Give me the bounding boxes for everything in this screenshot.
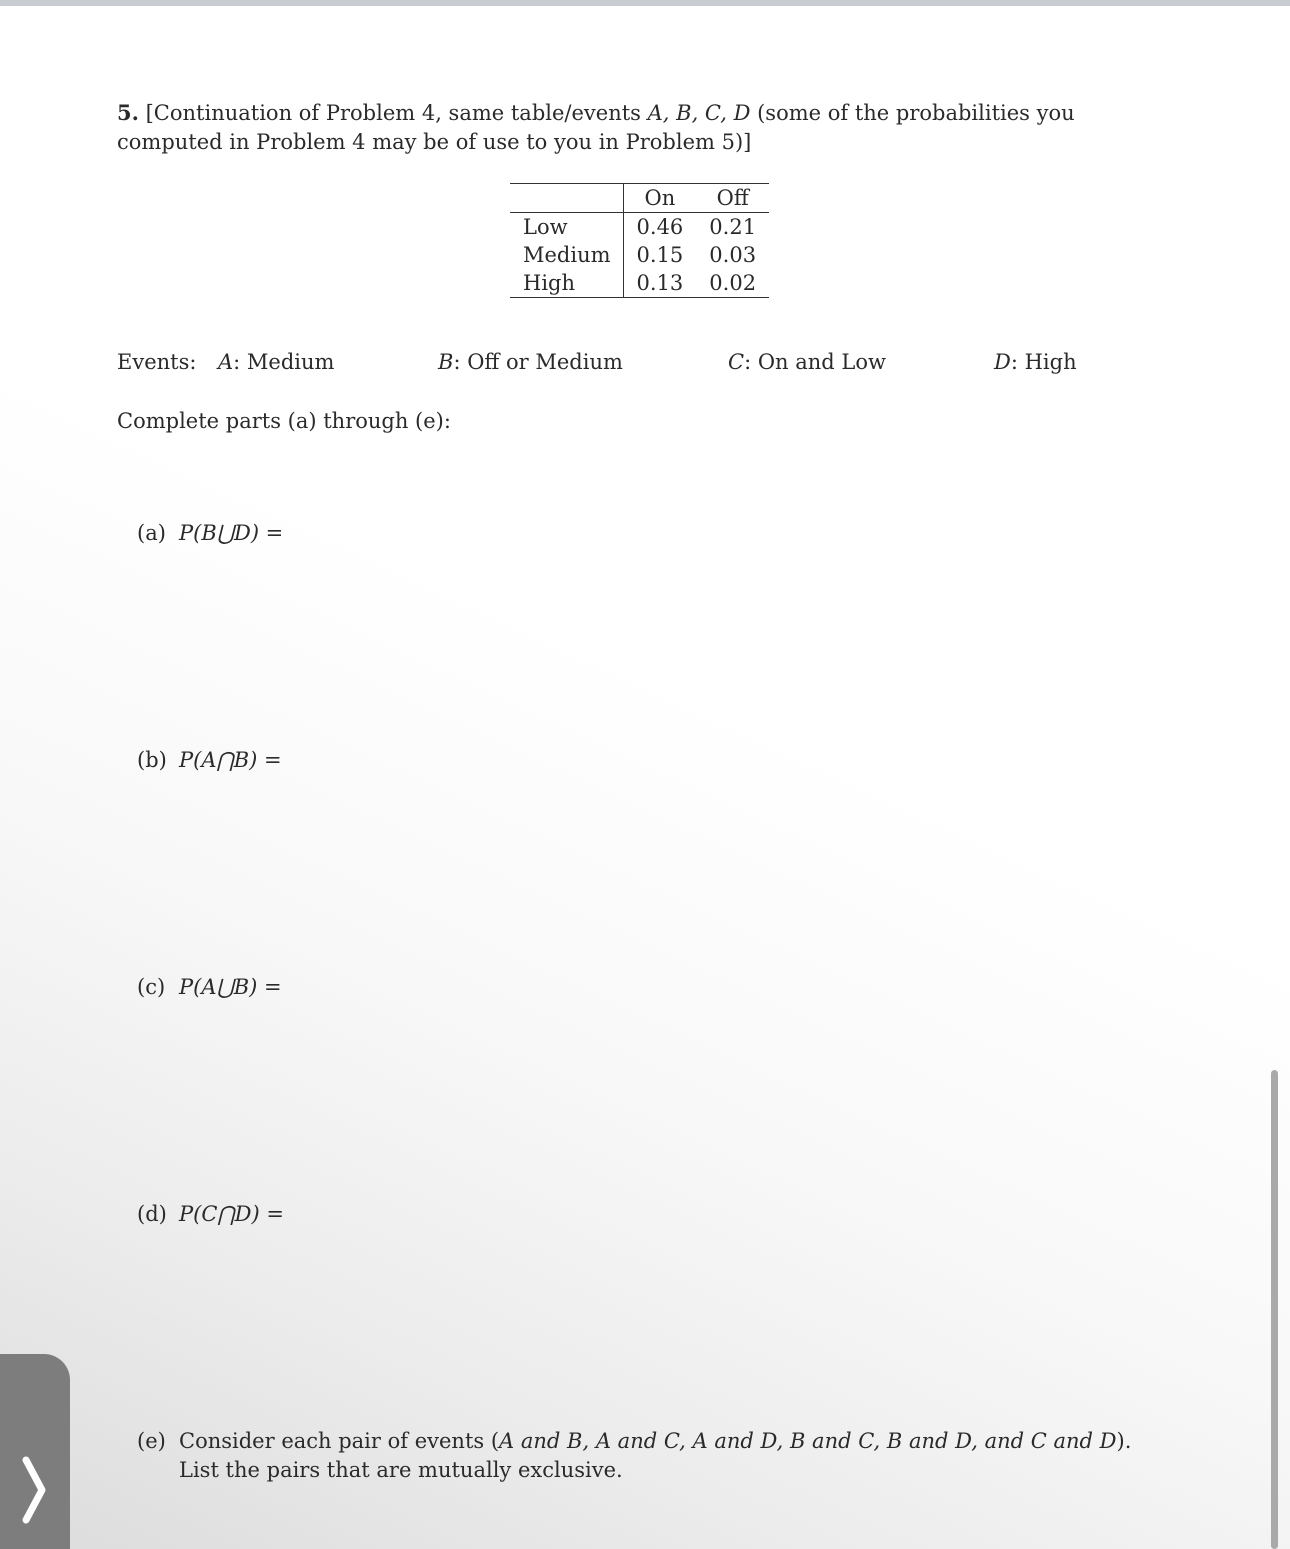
table-row bbox=[510, 213, 769, 242]
table-row bbox=[510, 241, 769, 269]
part-b bbox=[137, 746, 282, 775]
cell-high-off: 0.02 bbox=[696, 269, 769, 298]
event-b-desc: : Off or Medium bbox=[453, 350, 623, 374]
part-e-text bbox=[179, 1427, 1177, 1485]
event-c-desc: : On and Low bbox=[744, 350, 886, 374]
vertical-scrollbar[interactable] bbox=[1271, 1070, 1278, 1549]
row-label-low: Low bbox=[510, 213, 623, 242]
part-c bbox=[137, 973, 282, 1002]
problem-events-list: A, B, C, D bbox=[647, 101, 751, 125]
part-b-label: (b) bbox=[137, 748, 167, 772]
problem-number: 5. bbox=[117, 100, 139, 125]
events-intro: Events: bbox=[117, 350, 197, 374]
chevron-right-icon bbox=[22, 1456, 46, 1524]
part-c-expression: P(A⋃B) = bbox=[179, 975, 282, 999]
table-header-off: Off bbox=[696, 184, 769, 213]
part-e-pairs: A and B, A and C, A and D, B and C, B and D, and C and D bbox=[499, 1429, 1117, 1453]
instruction-text: Complete parts (a) through (e): bbox=[117, 409, 451, 433]
event-d-symbol: D bbox=[994, 350, 1011, 374]
part-e-text-2: ). List the pairs that are mutually exclusive. bbox=[179, 1429, 1132, 1482]
row-label-high: High bbox=[510, 269, 623, 298]
next-page-button[interactable] bbox=[0, 1354, 70, 1549]
cell-low-on: 0.46 bbox=[636, 215, 684, 239]
part-e-label: (e) bbox=[137, 1429, 166, 1453]
cell-low-off: 0.21 bbox=[709, 215, 757, 239]
problem-text-2: (some of the probabilities you computed in Problem 4 may be of use to you in Problem 5)] bbox=[117, 101, 1075, 154]
cell-high-on: 0.13 bbox=[623, 269, 696, 298]
table-header-on: On bbox=[623, 184, 696, 213]
part-b-expression: P(A⋂B) = bbox=[179, 748, 282, 772]
event-a bbox=[218, 348, 334, 377]
part-e bbox=[137, 1427, 1177, 1485]
document-page bbox=[0, 6, 1290, 1549]
table-header-row bbox=[510, 184, 769, 213]
event-d bbox=[994, 348, 1077, 377]
part-e-text-1: Consider each pair of events ( bbox=[179, 1429, 500, 1453]
table-row bbox=[510, 269, 769, 298]
row-label-medium: Medium bbox=[510, 241, 623, 269]
part-a-expression: P(B⋃D) = bbox=[179, 521, 284, 545]
part-a-label: (a) bbox=[137, 521, 166, 545]
event-b-symbol: B bbox=[438, 350, 454, 374]
event-b bbox=[438, 348, 623, 377]
cell-medium-on: 0.15 bbox=[636, 243, 684, 267]
problem-statement bbox=[117, 98, 1177, 157]
event-a-desc: : Medium bbox=[233, 350, 335, 374]
event-c-symbol: C bbox=[728, 350, 745, 374]
event-a-symbol: A bbox=[218, 350, 234, 374]
part-a bbox=[137, 519, 283, 548]
event-d-desc: : High bbox=[1010, 350, 1077, 374]
part-d-label: (d) bbox=[137, 1202, 167, 1226]
part-d-expression: P(C⋂D) = bbox=[179, 1202, 284, 1226]
table-header-corner bbox=[510, 184, 623, 213]
part-d bbox=[137, 1200, 284, 1229]
event-c bbox=[728, 348, 886, 377]
problem-text-1: [Continuation of Problem 4, same table/events bbox=[138, 101, 648, 125]
probability-table bbox=[510, 183, 769, 298]
cell-medium-off: 0.03 bbox=[709, 243, 757, 267]
part-c-label: (c) bbox=[137, 975, 166, 999]
